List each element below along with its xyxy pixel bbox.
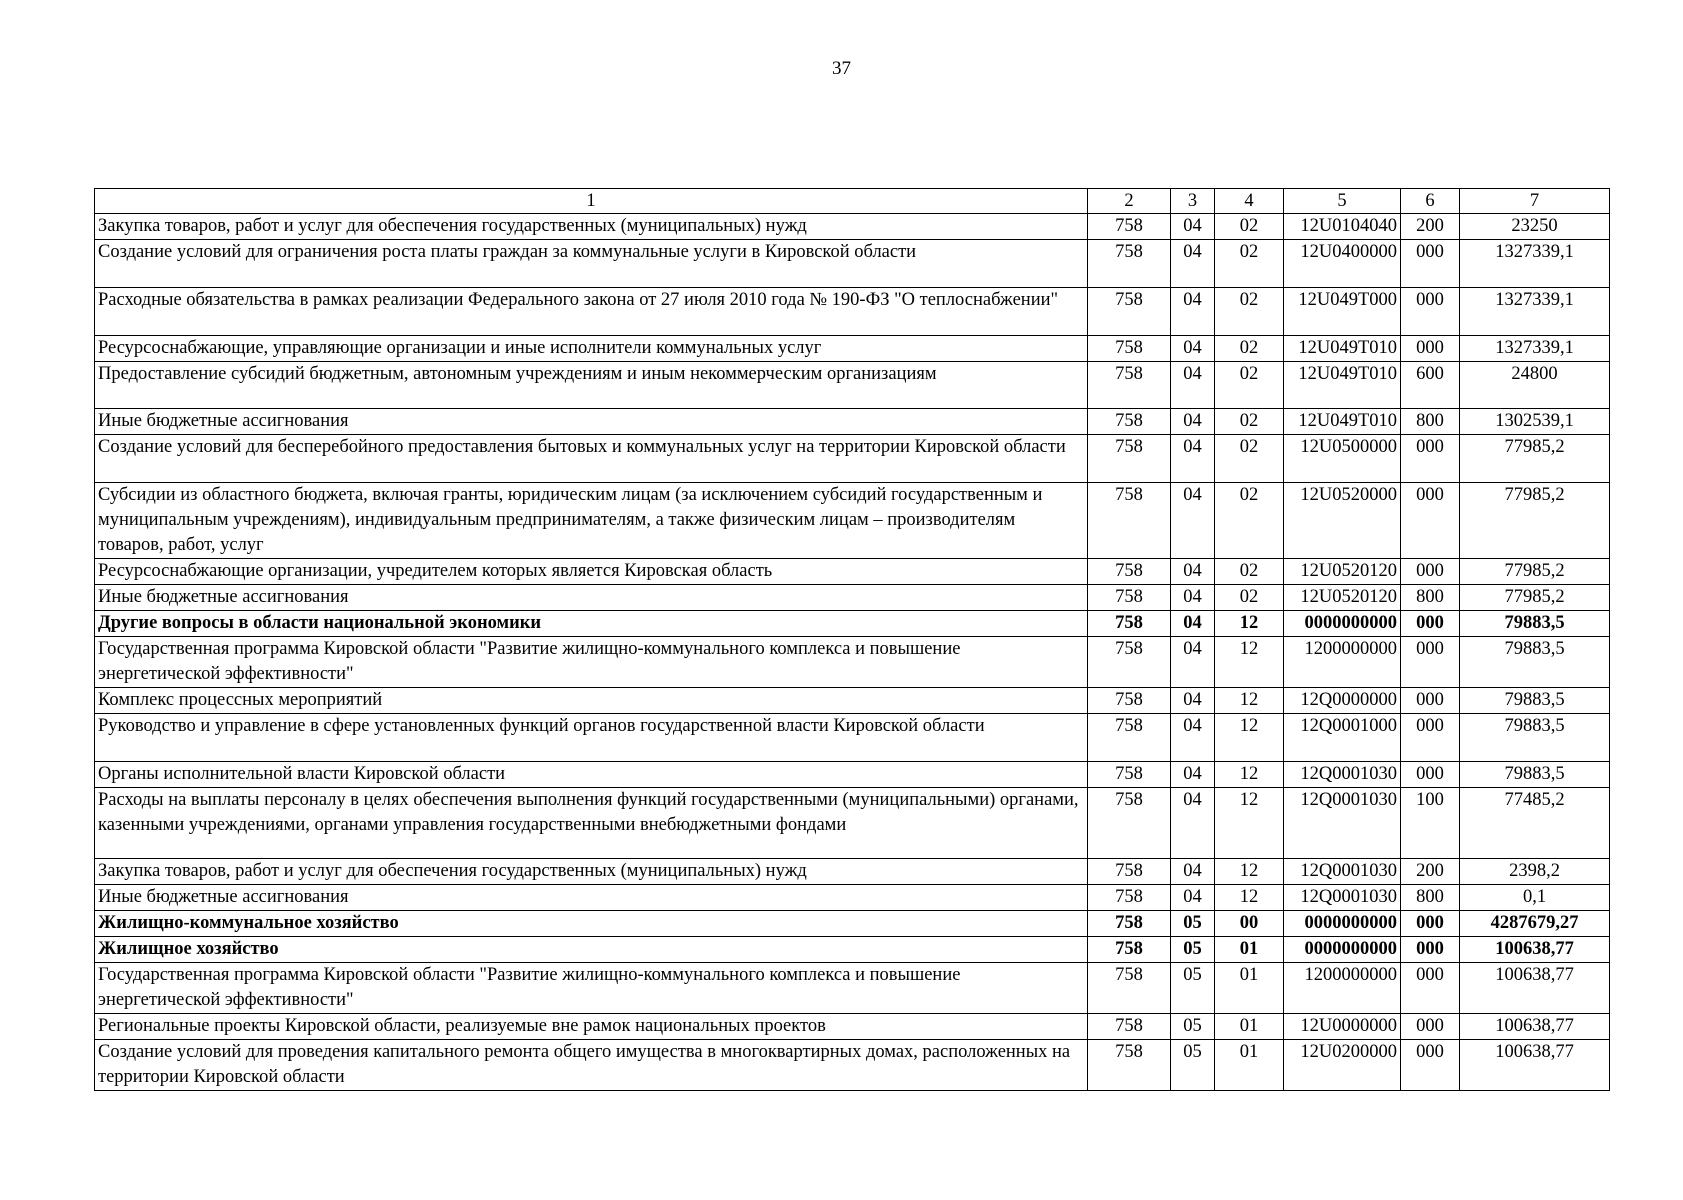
subsection-code-cell: 12 — [1215, 787, 1284, 858]
amount-cell: 77985,2 — [1460, 585, 1610, 611]
department-code-cell: 758 — [1088, 287, 1171, 335]
department-code-cell: 758 — [1088, 1014, 1171, 1040]
expense-type-cell: 000 — [1401, 937, 1460, 963]
subsection-code-cell: 12 — [1215, 611, 1284, 637]
target-article-cell: 1200000000 — [1284, 963, 1401, 1014]
header-col-2: 2 — [1088, 189, 1171, 214]
header-col-6: 6 — [1401, 189, 1460, 214]
amount-cell: 100638,77 — [1460, 1040, 1610, 1091]
expense-type-cell: 000 — [1401, 714, 1460, 762]
department-code-cell: 758 — [1088, 911, 1171, 937]
expense-type-cell: 000 — [1401, 240, 1460, 288]
subsection-code-cell: 00 — [1215, 911, 1284, 937]
subsection-code-cell: 02 — [1215, 483, 1284, 559]
target-article-cell: 12Q0001000 — [1284, 714, 1401, 762]
expense-type-cell: 000 — [1401, 611, 1460, 637]
table-row — [95, 761, 1610, 787]
section-code-cell: 05 — [1171, 963, 1215, 1014]
expense-type-cell: 000 — [1401, 1040, 1460, 1091]
table-row — [95, 637, 1610, 688]
department-code-cell: 758 — [1088, 483, 1171, 559]
expense-type-cell: 100 — [1401, 787, 1460, 858]
section-code-cell: 04 — [1171, 240, 1215, 288]
table-row — [95, 214, 1610, 240]
amount-cell: 1327339,1 — [1460, 335, 1610, 361]
target-article-cell: 12Q0001030 — [1284, 859, 1401, 885]
header-col-4: 4 — [1215, 189, 1284, 214]
section-code-cell: 04 — [1171, 361, 1215, 409]
target-article-cell: 12Q0001030 — [1284, 885, 1401, 911]
department-code-cell: 758 — [1088, 714, 1171, 762]
subsection-code-cell: 12 — [1215, 688, 1284, 714]
amount-cell: 24800 — [1460, 361, 1610, 409]
section-code-cell: 04 — [1171, 585, 1215, 611]
department-code-cell: 758 — [1088, 559, 1171, 585]
amount-cell: 77985,2 — [1460, 435, 1610, 483]
row-name-cell: Субсидии из областного бюджета, включая гранты, юридическим лицам (за исключением субсидий государственным и муниципальным учреждениям), индивидуальным предпринимателям, а также физическим лицам – производителям товаров, работ, услуг — [95, 483, 1088, 559]
table-row — [95, 963, 1610, 1014]
amount-cell: 2398,2 — [1460, 859, 1610, 885]
target-article-cell: 0000000000 — [1284, 611, 1401, 637]
amount-cell: 77485,2 — [1460, 787, 1610, 858]
expense-type-cell: 800 — [1401, 885, 1460, 911]
target-article-cell: 12Q0000000 — [1284, 688, 1401, 714]
section-code-cell: 04 — [1171, 409, 1215, 435]
expense-type-cell: 200 — [1401, 859, 1460, 885]
subsection-code-cell: 02 — [1215, 240, 1284, 288]
section-code-cell: 05 — [1171, 911, 1215, 937]
row-name-cell: Расходы на выплаты персоналу в целях обеспечения выполнения функций государственными (муниципальными) органами, казенными учреждениями, органами управления государственными внебюджетными фондами — [95, 787, 1088, 858]
row-name-cell: Ресурсоснабжающие, управляющие организации и иные исполнители коммунальных услуг — [95, 335, 1088, 361]
table-body — [95, 214, 1610, 1091]
table-row — [95, 585, 1610, 611]
subsection-code-cell: 01 — [1215, 963, 1284, 1014]
target-article-cell: 12U049T010 — [1284, 409, 1401, 435]
table-row — [95, 885, 1610, 911]
table-row — [95, 611, 1610, 637]
subsection-code-cell: 12 — [1215, 885, 1284, 911]
amount-cell: 79883,5 — [1460, 714, 1610, 762]
row-name-cell: Закупка товаров, работ и услуг для обеспечения государственных (муниципальных) нужд — [95, 214, 1088, 240]
table-row — [95, 559, 1610, 585]
header-col-1: 1 — [95, 189, 1088, 214]
department-code-cell: 758 — [1088, 937, 1171, 963]
row-name-cell: Иные бюджетные ассигнования — [95, 409, 1088, 435]
row-name-cell: Расходные обязательства в рамках реализации Федерального закона от 27 июля 2010 года № 190-ФЗ "О теплоснабжении" — [95, 287, 1088, 335]
table-row — [95, 787, 1610, 858]
department-code-cell: 758 — [1088, 585, 1171, 611]
budget-table — [94, 188, 1610, 1091]
page-number: 37 — [832, 58, 851, 79]
department-code-cell: 758 — [1088, 637, 1171, 688]
section-code-cell: 04 — [1171, 885, 1215, 911]
table-row — [95, 287, 1610, 335]
row-name-cell: Региональные проекты Кировской области, реализуемые вне рамок национальных проектов — [95, 1014, 1088, 1040]
table-row — [95, 911, 1610, 937]
amount-cell: 1327339,1 — [1460, 287, 1610, 335]
expense-type-cell: 000 — [1401, 1014, 1460, 1040]
department-code-cell: 758 — [1088, 688, 1171, 714]
target-article-cell: 12U0520120 — [1284, 585, 1401, 611]
row-name-cell: Государственная программа Кировской области "Развитие жилищно-коммунального комплекса и повышение энергетической эффективности" — [95, 637, 1088, 688]
section-code-cell: 04 — [1171, 714, 1215, 762]
expense-type-cell: 800 — [1401, 585, 1460, 611]
expense-type-cell: 000 — [1401, 435, 1460, 483]
target-article-cell: 12U0520000 — [1284, 483, 1401, 559]
section-code-cell: 04 — [1171, 688, 1215, 714]
row-name-cell: Иные бюджетные ассигнования — [95, 885, 1088, 911]
subsection-code-cell: 02 — [1215, 585, 1284, 611]
row-name-cell: Руководство и управление в сфере установленных функций органов государственной власти Кировской области — [95, 714, 1088, 762]
target-article-cell: 12U049T010 — [1284, 361, 1401, 409]
target-article-cell: 12U049T010 — [1284, 335, 1401, 361]
row-name-cell: Предоставление субсидий бюджетным, автономным учреждениям и иным некоммерческим организациям — [95, 361, 1088, 409]
section-code-cell: 04 — [1171, 859, 1215, 885]
target-article-cell: 1200000000 — [1284, 637, 1401, 688]
table-row — [95, 1040, 1610, 1091]
target-article-cell: 12U049T000 — [1284, 287, 1401, 335]
amount-cell: 1302539,1 — [1460, 409, 1610, 435]
row-name-cell: Закупка товаров, работ и услуг для обеспечения государственных (муниципальных) нужд — [95, 859, 1088, 885]
department-code-cell: 758 — [1088, 214, 1171, 240]
amount-cell: 79883,5 — [1460, 611, 1610, 637]
row-name-cell: Создание условий для бесперебойного предоставления бытовых и коммунальных услуг на территории Кировской области — [95, 435, 1088, 483]
table-row — [95, 483, 1610, 559]
amount-cell: 0,1 — [1460, 885, 1610, 911]
section-code-cell: 05 — [1171, 937, 1215, 963]
section-code-cell: 04 — [1171, 611, 1215, 637]
department-code-cell: 758 — [1088, 240, 1171, 288]
expense-type-cell: 800 — [1401, 409, 1460, 435]
section-code-cell: 04 — [1171, 214, 1215, 240]
table-row — [95, 937, 1610, 963]
table-row — [95, 240, 1610, 288]
row-name-cell: Комплекс процессных мероприятий — [95, 688, 1088, 714]
subsection-code-cell: 02 — [1215, 361, 1284, 409]
amount-cell: 79883,5 — [1460, 688, 1610, 714]
table-row — [95, 859, 1610, 885]
subsection-code-cell: 01 — [1215, 937, 1284, 963]
amount-cell: 100638,77 — [1460, 1014, 1610, 1040]
target-article-cell: 12Q0001030 — [1284, 761, 1401, 787]
target-article-cell: 12U0104040 — [1284, 214, 1401, 240]
amount-cell: 77985,2 — [1460, 559, 1610, 585]
section-code-cell: 04 — [1171, 435, 1215, 483]
subsection-code-cell: 02 — [1215, 287, 1284, 335]
expense-type-cell: 000 — [1401, 761, 1460, 787]
target-article-cell: 12U0200000 — [1284, 1040, 1401, 1091]
table-row — [95, 335, 1610, 361]
department-code-cell: 758 — [1088, 963, 1171, 1014]
amount-cell: 1327339,1 — [1460, 240, 1610, 288]
section-code-cell: 04 — [1171, 483, 1215, 559]
table-row — [95, 688, 1610, 714]
department-code-cell: 758 — [1088, 335, 1171, 361]
target-article-cell: 12U0000000 — [1284, 1014, 1401, 1040]
expense-type-cell: 600 — [1401, 361, 1460, 409]
expense-type-cell: 000 — [1401, 483, 1460, 559]
section-code-cell: 04 — [1171, 787, 1215, 858]
amount-cell: 4287679,27 — [1460, 911, 1610, 937]
amount-cell: 79883,5 — [1460, 637, 1610, 688]
section-code-cell: 04 — [1171, 559, 1215, 585]
section-code-cell: 05 — [1171, 1014, 1215, 1040]
amount-cell: 100638,77 — [1460, 937, 1610, 963]
target-article-cell: 0000000000 — [1284, 937, 1401, 963]
section-code-cell: 04 — [1171, 287, 1215, 335]
amount-cell: 77985,2 — [1460, 483, 1610, 559]
target-article-cell: 12U0500000 — [1284, 435, 1401, 483]
header-row — [95, 189, 1610, 214]
expense-type-cell: 000 — [1401, 963, 1460, 1014]
section-code-cell: 05 — [1171, 1040, 1215, 1091]
amount-cell: 23250 — [1460, 214, 1610, 240]
row-name-cell: Иные бюджетные ассигнования — [95, 585, 1088, 611]
subsection-code-cell: 12 — [1215, 859, 1284, 885]
subsection-code-cell: 12 — [1215, 714, 1284, 762]
expense-type-cell: 000 — [1401, 335, 1460, 361]
row-name-cell: Жилищно-коммунальное хозяйство — [95, 911, 1088, 937]
subsection-code-cell: 02 — [1215, 559, 1284, 585]
subsection-code-cell: 01 — [1215, 1040, 1284, 1091]
section-code-cell: 04 — [1171, 637, 1215, 688]
department-code-cell: 758 — [1088, 361, 1171, 409]
section-code-cell: 04 — [1171, 335, 1215, 361]
department-code-cell: 758 — [1088, 761, 1171, 787]
subsection-code-cell: 02 — [1215, 435, 1284, 483]
table-row — [95, 409, 1610, 435]
department-code-cell: 758 — [1088, 787, 1171, 858]
row-name-cell: Жилищное хозяйство — [95, 937, 1088, 963]
section-code-cell: 04 — [1171, 761, 1215, 787]
subsection-code-cell: 02 — [1215, 214, 1284, 240]
department-code-cell: 758 — [1088, 859, 1171, 885]
table-row — [95, 435, 1610, 483]
department-code-cell: 758 — [1088, 409, 1171, 435]
table-row — [95, 361, 1610, 409]
expense-type-cell: 000 — [1401, 287, 1460, 335]
department-code-cell: 758 — [1088, 611, 1171, 637]
header-col-7: 7 — [1460, 189, 1610, 214]
row-name-cell: Государственная программа Кировской области "Развитие жилищно-коммунального комплекса и повышение энергетической эффективности" — [95, 963, 1088, 1014]
amount-cell: 79883,5 — [1460, 761, 1610, 787]
table-row — [95, 1014, 1610, 1040]
subsection-code-cell: 02 — [1215, 335, 1284, 361]
row-name-cell: Создание условий для ограничения роста платы граждан за коммунальные услуги в Кировской области — [95, 240, 1088, 288]
row-name-cell: Другие вопросы в области национальной экономики — [95, 611, 1088, 637]
expense-type-cell: 000 — [1401, 688, 1460, 714]
department-code-cell: 758 — [1088, 885, 1171, 911]
subsection-code-cell: 02 — [1215, 409, 1284, 435]
target-article-cell: 12Q0001030 — [1284, 787, 1401, 858]
row-name-cell: Создание условий для проведения капитального ремонта общего имущества в многоквартирных домах, расположенных на территории Кировской области — [95, 1040, 1088, 1091]
row-name-cell: Ресурсоснабжающие организации, учредителем которых является Кировская область — [95, 559, 1088, 585]
row-name-cell: Органы исполнительной власти Кировской области — [95, 761, 1088, 787]
subsection-code-cell: 12 — [1215, 637, 1284, 688]
subsection-code-cell: 01 — [1215, 1014, 1284, 1040]
expense-type-cell: 000 — [1401, 637, 1460, 688]
expense-type-cell: 000 — [1401, 911, 1460, 937]
target-article-cell: 12U0520120 — [1284, 559, 1401, 585]
target-article-cell: 12U0400000 — [1284, 240, 1401, 288]
expense-type-cell: 200 — [1401, 214, 1460, 240]
subsection-code-cell: 12 — [1215, 761, 1284, 787]
expense-type-cell: 000 — [1401, 559, 1460, 585]
table-row — [95, 714, 1610, 762]
department-code-cell: 758 — [1088, 1040, 1171, 1091]
header-col-5: 5 — [1284, 189, 1401, 214]
amount-cell: 100638,77 — [1460, 963, 1610, 1014]
header-col-3: 3 — [1171, 189, 1215, 214]
department-code-cell: 758 — [1088, 435, 1171, 483]
target-article-cell: 0000000000 — [1284, 911, 1401, 937]
